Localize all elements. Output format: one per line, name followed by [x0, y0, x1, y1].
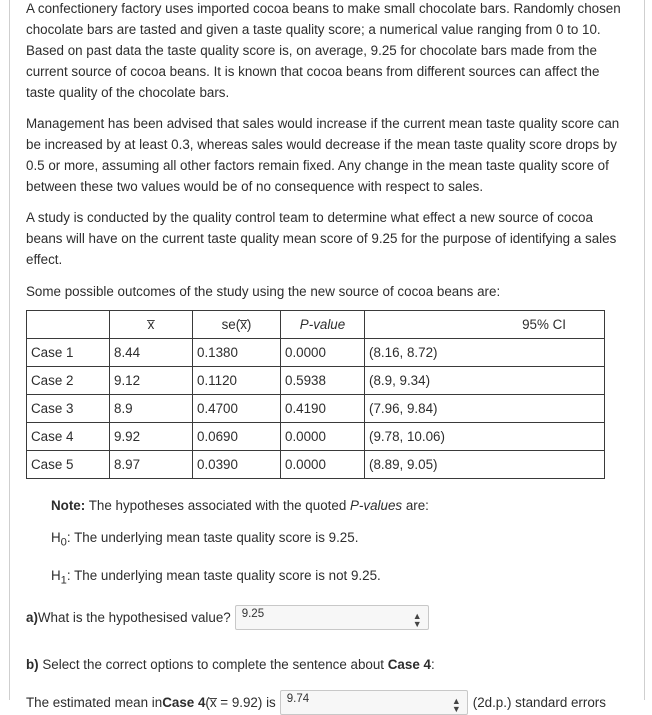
study-paragraph: A study is conducted by the quality control team to determine what effect a new source of cocoa beans will have on the current taste quality mean score of 9.25 for the purpose of identifying a sales effect. — [26, 210, 617, 267]
note-pvalues: P-values — [350, 498, 403, 513]
cell-mean: 9.12 — [110, 367, 193, 395]
header-se: se(x̅) — [193, 311, 281, 339]
cell-mean: 8.44 — [110, 339, 193, 367]
sentence-pre: The estimated mean in — [26, 695, 163, 711]
management-paragraph: Management has been advised that sales would increase if the current mean taste quality score can be increased by at least 0.3, whereas sales would decrease if the mean taste quality score drops by 0.5 or more, assuming all other factors remain fixed. Any change in the mean taste quality score of between these two values would be of no consequence with respect to sales. — [26, 116, 620, 194]
updown-arrows-icon: ▲ ▼ — [412, 611, 422, 630]
null-hypothesis — [51, 527, 622, 554]
question-b-label: b) — [26, 657, 39, 673]
header-mean: x̅ — [110, 311, 193, 339]
cell-mean: 8.9 — [110, 395, 193, 423]
cell-pvalue: 0.0000 — [281, 451, 365, 479]
outcomes-table — [26, 310, 605, 479]
sentence-mid: (x̅ = 9.92) is — [205, 695, 276, 711]
cell-mean: 9.92 — [110, 423, 193, 451]
cell-se: 0.1380 — [193, 339, 281, 367]
cell-case: Case 1 — [27, 339, 110, 367]
h1-label: H — [51, 567, 61, 583]
cell-se: 0.0690 — [193, 423, 281, 451]
updown-arrows-icon: ▲ ▼ — [451, 696, 461, 715]
cell-pvalue: 0.4190 — [281, 395, 365, 423]
cell-ci: (9.78, 10.06) — [365, 423, 605, 451]
h0-label: H — [51, 530, 61, 545]
hypothesised-value-selected: 9.25 — [241, 608, 265, 621]
table-row — [27, 367, 605, 395]
cell-ci: (8.16, 8.72) — [365, 339, 605, 367]
standard-errors-selected: 9.74 — [286, 693, 310, 706]
cell-case: Case 3 — [27, 395, 110, 423]
cell-pvalue: 0.0000 — [281, 339, 365, 367]
note-line — [51, 495, 622, 516]
table-row — [27, 423, 605, 451]
sentence-case: Case 4 — [162, 695, 206, 711]
alternative-hypothesis — [51, 565, 622, 592]
table-row — [27, 395, 605, 423]
header-case — [27, 311, 110, 339]
cell-se: 0.0390 — [193, 451, 281, 479]
h0-sub: 0 — [60, 536, 67, 549]
hypotheses-note — [51, 495, 622, 591]
cell-pvalue: 0.5938 — [281, 367, 365, 395]
intro-paragraph: A confectionery factory uses imported cocoa beans to make small chocolate bars. Randomly chosen chocolate bars are tasted and given a taste quality score; a numerical value ranging from 0 to 10. Based on past data the taste quality score is, on average, 9.25 for chocolate bars made from the current source of cocoa beans. It is known that cocoa beans from different sources can affect the taste quality of the chocolate bars. — [26, 1, 621, 100]
table-row — [27, 339, 605, 367]
question-a-label: a) — [26, 610, 38, 626]
outcomes-intro: Some possible outcomes of the study using the new source of cocoa beans are: — [26, 284, 501, 299]
cell-ci: (8.9, 9.34) — [365, 367, 605, 395]
note-text-b: are: — [402, 498, 429, 513]
header-ci: 95% CI — [365, 311, 605, 339]
note-label: Note: — [51, 498, 86, 513]
header-pvalue: P-value — [281, 311, 365, 339]
cell-se: 0.4700 — [193, 395, 281, 423]
question-b-colon: : — [430, 657, 435, 673]
question-b-sentence — [26, 690, 622, 715]
question-content — [26, 0, 622, 715]
question-b — [26, 654, 622, 675]
note-text-a: The hypotheses associated with the quoted — [85, 498, 350, 513]
hypothesised-value-select[interactable] — [235, 605, 429, 630]
cell-ci: (7.96, 9.84) — [365, 395, 605, 423]
h1-text: : The underlying mean taste quality score is not 9.25. — [66, 567, 381, 583]
h0-text: : The underlying mean taste quality score is 9.25. — [66, 530, 359, 545]
sentence-post: (2d.p.) standard errors — [472, 695, 606, 711]
table-header-row — [27, 311, 605, 339]
h1-sub: 1 — [60, 574, 67, 587]
table-row — [27, 451, 605, 479]
standard-errors-select[interactable] — [280, 690, 468, 715]
cell-pvalue: 0.0000 — [281, 423, 365, 451]
question-b-text: Select the correct options to complete the sentence about — [38, 657, 388, 673]
cell-se: 0.1120 — [193, 367, 281, 395]
question-b-case: Case 4 — [387, 657, 431, 673]
question-a-text: What is the hypothesised value? — [37, 610, 231, 626]
question-a — [26, 605, 622, 630]
cell-case: Case 5 — [27, 451, 110, 479]
cell-case: Case 2 — [27, 367, 110, 395]
cell-ci: (8.89, 9.05) — [365, 451, 605, 479]
cell-case: Case 4 — [27, 423, 110, 451]
cell-mean: 8.97 — [110, 451, 193, 479]
